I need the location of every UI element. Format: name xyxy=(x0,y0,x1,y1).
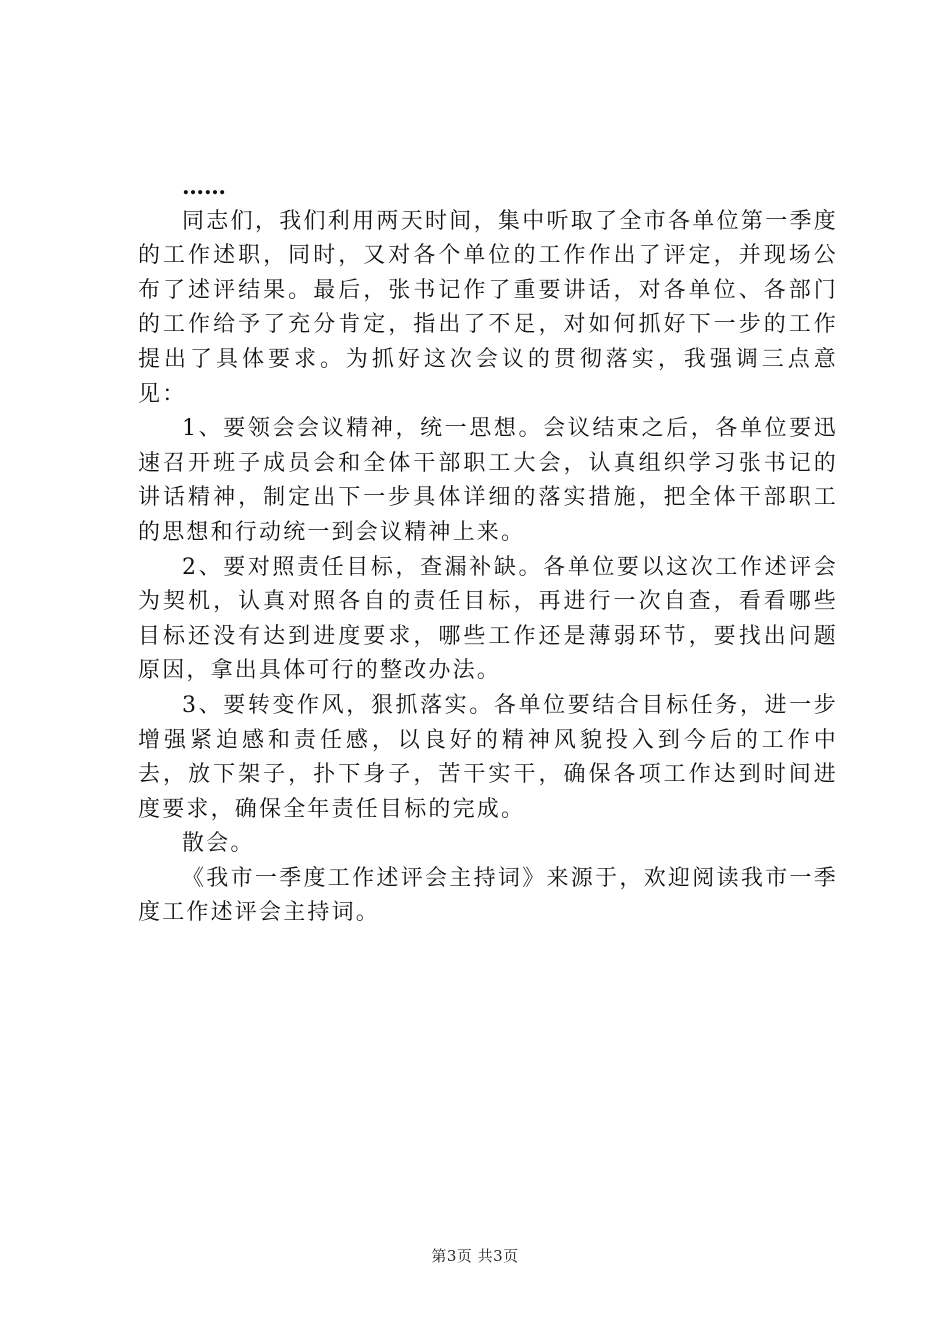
ellipsis-text: …… xyxy=(182,174,226,200)
paragraph-point-2: 2、要对照责任目标，查漏补缺。各单位要以这次工作述评会为契机，认真对照各自的责任目标，再进行一次自查，看看哪些目标还没有达到进度要求，哪些工作还是薄弱环节，要找出问题原因，拿出具体可行的整改办法。 xyxy=(138,554,838,684)
paragraph-point-1: 1、要领会会议精神，统一思想。会议结束之后，各单位要迅速召开班子成员会和全体干部职工大会，认真组织学习张书记的讲话精神，制定出下一步具体详细的落实措施，把全体干部职工的思想和行动统一到会议精神上来。 xyxy=(138,416,838,545)
paragraph-adjourn: 散会。 xyxy=(182,831,255,857)
page-footer: 第3页 共3页 xyxy=(431,1247,519,1265)
paragraph-source-note: 《我市一季度工作述评会主持词》来源于，欢迎阅读我市一季度工作述评会主持词。 xyxy=(138,865,838,926)
paragraph-opening: 同志们，我们利用两天时间，集中听取了全市各单位第一季度的工作述职，同时，又对各个单位的工作作出了评定，并现场公布了述评结果。最后，张书记作了重要讲话，对各单位、各部门的工作给予了充分肯定，指出了不足，对如何抓好下一步的工作提出了具体要求。为抓好这次会议的贯彻落实，我强调三点意见： xyxy=(138,208,838,407)
paragraph-point-3: 3、要转变作风，狠抓落实。各单位要结合目标任务，进一步增强紧迫感和责任感，以良好的精神风貌投入到今后的工作中去，放下架子，扑下身子，苦干实干，确保各项工作达到时间进度要求，确保全年责任目标的完成。 xyxy=(138,692,838,822)
document-body xyxy=(138,170,838,931)
